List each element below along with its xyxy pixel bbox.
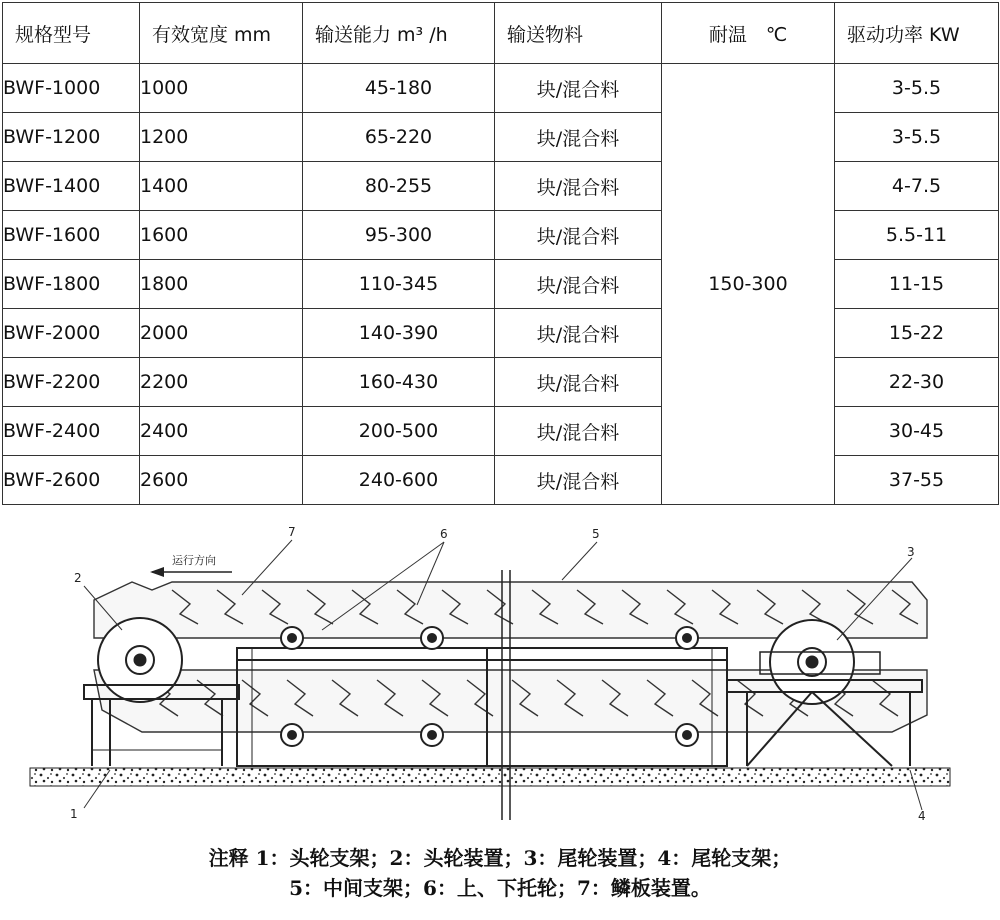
cell-material: 块/混合料 — [495, 211, 662, 260]
cell-width: 1800 — [140, 260, 303, 309]
cell-model: BWF-1600 — [3, 211, 140, 260]
table-row — [3, 64, 999, 113]
table-row — [3, 211, 999, 260]
cell-model: BWF-2400 — [3, 407, 140, 456]
cell-capacity: 65-220 — [303, 113, 495, 162]
cell-model: BWF-2600 — [3, 456, 140, 505]
cell-capacity: 110-345 — [303, 260, 495, 309]
cell-width: 1600 — [140, 211, 303, 260]
cell-width: 1000 — [140, 64, 303, 113]
table-row — [3, 358, 999, 407]
cell-material: 块/混合料 — [495, 162, 662, 211]
cell-model: BWF-1400 — [3, 162, 140, 211]
table-row — [3, 456, 999, 505]
cell-power: 37-55 — [835, 456, 999, 505]
header-width: 有效宽度 mm — [140, 3, 303, 64]
header-capacity: 输送能力 m³ /h — [303, 3, 495, 64]
cell-width: 2400 — [140, 407, 303, 456]
callout-5: 5 — [592, 527, 600, 541]
callout-4: 4 — [918, 809, 926, 823]
cell-model: BWF-1200 — [3, 113, 140, 162]
cell-width: 2600 — [140, 456, 303, 505]
head-wheel-assembly — [98, 618, 182, 702]
cell-capacity: 160-430 — [303, 358, 495, 407]
cell-model: BWF-2000 — [3, 309, 140, 358]
cell-material: 块/混合料 — [495, 309, 662, 358]
cell-width: 2200 — [140, 358, 303, 407]
cell-capacity: 240-600 — [303, 456, 495, 505]
conveyor-diagram — [22, 520, 972, 840]
cell-temperature: 150-300 — [662, 64, 835, 505]
cell-model: BWF-1000 — [3, 64, 140, 113]
cell-material: 块/混合料 — [495, 407, 662, 456]
cell-model: BWF-2200 — [3, 358, 140, 407]
callout-3: 3 — [907, 545, 915, 559]
spec-table — [2, 2, 999, 505]
cell-model: BWF-1800 — [3, 260, 140, 309]
cell-capacity: 95-300 — [303, 211, 495, 260]
cell-power: 11-15 — [835, 260, 999, 309]
header-model: 规格型号 — [3, 3, 140, 64]
cell-power: 3-5.5 — [835, 64, 999, 113]
ground-foundation — [30, 768, 950, 786]
callout-1: 1 — [70, 807, 78, 821]
header-material: 输送物料 — [495, 3, 662, 64]
table-row — [3, 113, 999, 162]
header-temperature: 耐温 ℃ — [662, 3, 835, 64]
table-header-row — [3, 3, 999, 64]
cell-power: 5.5-11 — [835, 211, 999, 260]
cell-capacity: 200-500 — [303, 407, 495, 456]
cell-capacity: 140-390 — [303, 309, 495, 358]
callout-7: 7 — [288, 525, 296, 539]
cell-power: 4-7.5 — [835, 162, 999, 211]
caption-line-1: 注释 1：头轮支架；2：头轮装置；3：尾轮装置；4：尾轮支架； — [208, 846, 792, 870]
travel-direction-arrow — [150, 553, 232, 577]
cell-power: 30-45 — [835, 407, 999, 456]
cell-power: 3-5.5 — [835, 113, 999, 162]
direction-label: 运行方向 — [172, 554, 216, 567]
cell-material: 块/混合料 — [495, 260, 662, 309]
cell-material: 块/混合料 — [495, 64, 662, 113]
cell-width: 1200 — [140, 113, 303, 162]
cell-power: 15-22 — [835, 309, 999, 358]
table-row — [3, 162, 999, 211]
cell-capacity: 45-180 — [303, 64, 495, 113]
cell-capacity: 80-255 — [303, 162, 495, 211]
table-row — [3, 260, 999, 309]
cell-power: 22-30 — [835, 358, 999, 407]
table-row — [3, 407, 999, 456]
header-power: 驱动功率 KW — [835, 3, 999, 64]
caption-line-2: 5：中间支架；6：上、下托轮；7：鳞板装置。 — [289, 876, 711, 900]
cell-width: 1400 — [140, 162, 303, 211]
cell-material: 块/混合料 — [495, 456, 662, 505]
table-body — [3, 64, 999, 505]
cell-material: 块/混合料 — [495, 358, 662, 407]
table-row — [3, 309, 999, 358]
callout-2: 2 — [74, 571, 82, 585]
callout-6: 6 — [440, 527, 448, 541]
cell-width: 2000 — [140, 309, 303, 358]
cell-material: 块/混合料 — [495, 113, 662, 162]
